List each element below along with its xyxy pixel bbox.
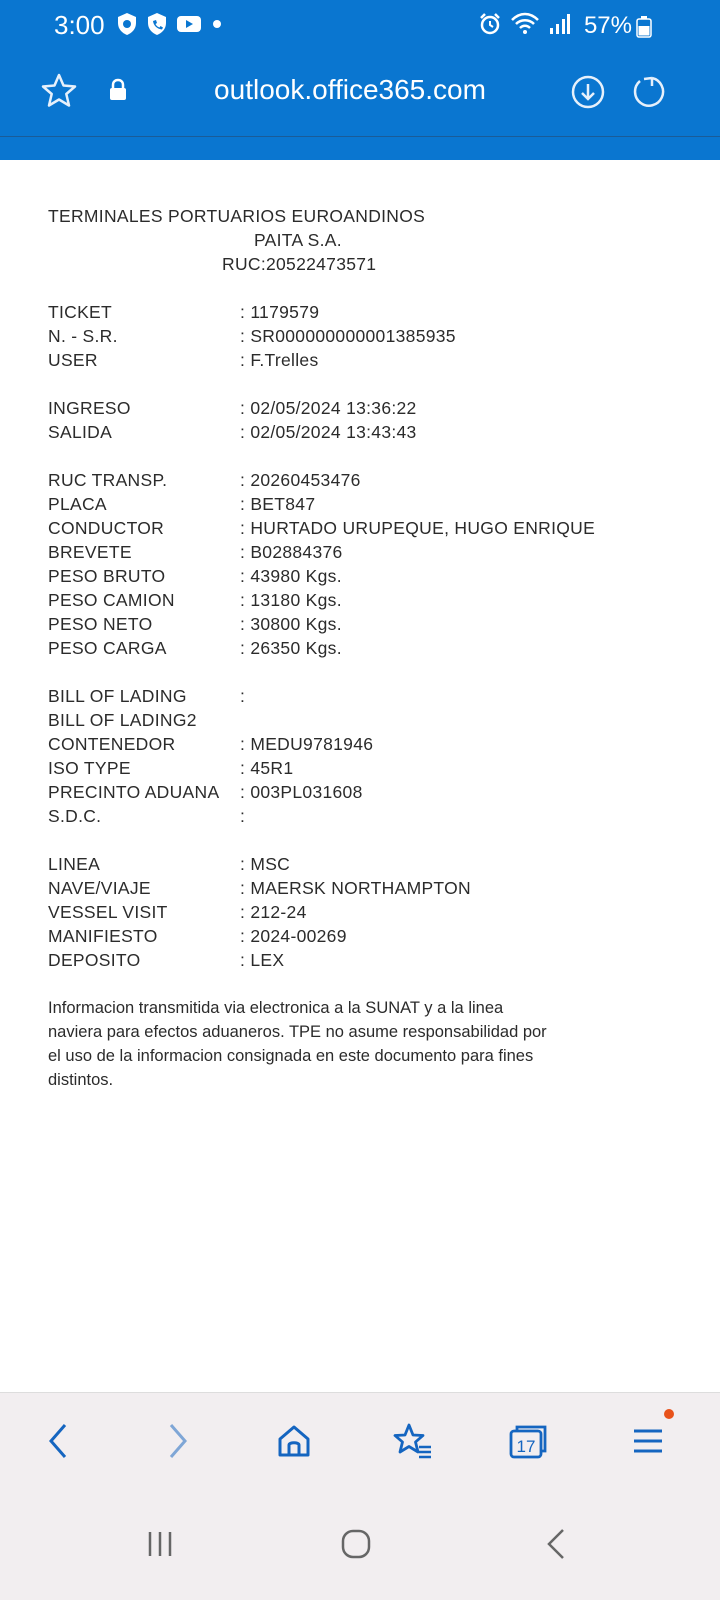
field-value: : 003PL031608 (240, 782, 363, 802)
field-value: : 45R1 (240, 758, 294, 778)
field-label: PRECINTO ADUANA (48, 782, 220, 802)
system-home-icon (338, 1526, 374, 1562)
field-value: : MSC (240, 854, 291, 874)
field-row (48, 924, 688, 948)
field-row (48, 900, 688, 924)
field-label: SALIDA (48, 422, 113, 442)
signal-icon (548, 12, 570, 36)
field-row (48, 420, 688, 444)
field-value: : SR000000000001385935 (240, 326, 456, 346)
field-label: BILL OF LADING (48, 686, 187, 706)
refresh-icon[interactable] (630, 74, 666, 110)
dot-icon (210, 17, 224, 31)
recent-apps-icon (142, 1528, 178, 1560)
field-value: : (240, 686, 246, 706)
system-home-button[interactable] (332, 1524, 380, 1564)
document-header (48, 204, 688, 276)
field-row (48, 804, 688, 828)
field-label: RUC TRANSP. (48, 470, 168, 490)
company-name: TERMINALES PORTUARIOS EUROANDINOS (48, 206, 426, 226)
back-icon (43, 1421, 73, 1461)
field-row (48, 540, 688, 564)
field-label: LINEA (48, 854, 101, 874)
battery-percentage: 57% (583, 12, 632, 39)
field-value: : LEX (240, 950, 285, 970)
field-label: PESO CAMION (48, 590, 175, 610)
field-row (48, 756, 688, 780)
field-label: NAVE/VIAJE (48, 878, 151, 898)
menu-icon (628, 1421, 668, 1461)
field-row (48, 684, 688, 708)
field-label: S.D.C. (48, 806, 102, 826)
download-icon[interactable] (570, 74, 606, 110)
field-label: USER (48, 350, 98, 370)
company-ruc: RUC:20522473571 (222, 254, 377, 274)
field-group (48, 396, 688, 444)
field-value: : 2024-00269 (240, 926, 347, 946)
field-row (48, 348, 688, 372)
status-icons-right (478, 12, 570, 36)
field-label: PESO NETO (48, 614, 153, 634)
field-row (48, 852, 688, 876)
field-label: INGRESO (48, 398, 131, 418)
field-label: TICKET (48, 302, 113, 322)
field-value: : 02/05/2024 13:43:43 (240, 422, 417, 442)
shield-icon (116, 12, 138, 36)
alarm-icon (478, 12, 502, 36)
field-label: N. - S.R. (48, 326, 118, 346)
home-icon (274, 1421, 314, 1461)
field-row (48, 636, 688, 660)
field-label: PESO CARGA (48, 638, 167, 658)
field-row (48, 324, 688, 348)
url-address[interactable]: outlook.office365.com (214, 74, 486, 105)
field-label: DEPOSITO (48, 950, 141, 970)
field-value: : 26350 Kgs. (240, 638, 342, 658)
field-label: CONTENEDOR (48, 734, 176, 754)
bookmarks-button[interactable] (386, 1415, 438, 1467)
field-value: : BET847 (240, 494, 316, 514)
legal-notice: Informacion transmitida via electronica a la SUNAT y a la linea naviera para efectos aduaneros. TPE no asume responsabilidad por el uso de la informacion consignada en este documento para fines distintos. (48, 999, 547, 1089)
field-value: : 30800 Kgs. (240, 614, 342, 634)
bookmark-star-icon[interactable] (40, 72, 78, 110)
menu-button[interactable] (622, 1415, 674, 1467)
field-row (48, 732, 688, 756)
field-label: MANIFIESTO (48, 926, 158, 946)
ticket-document (48, 204, 688, 1092)
status-time: 3:00 (54, 10, 105, 40)
field-label: BREVETE (48, 542, 132, 562)
field-row (48, 492, 688, 516)
system-navigation-bar (0, 1488, 720, 1600)
field-label: ISO TYPE (48, 758, 131, 778)
field-value: : 1179579 (240, 302, 320, 322)
home-button[interactable] (268, 1415, 320, 1467)
bookmarks-icon (391, 1421, 433, 1461)
field-value: : 02/05/2024 13:36:22 (240, 398, 417, 418)
field-value: : 13180 Kgs. (240, 590, 342, 610)
company-suffix: PAITA S.A. (254, 230, 342, 250)
recent-apps-button[interactable] (136, 1524, 184, 1564)
field-group (48, 468, 688, 660)
system-back-icon (541, 1526, 571, 1562)
field-row (48, 708, 688, 732)
browser-top-bar (0, 0, 720, 160)
tabs-button[interactable] (502, 1415, 554, 1467)
back-button[interactable] (32, 1415, 84, 1467)
forward-button[interactable] (152, 1415, 204, 1467)
field-value: : (240, 806, 246, 826)
field-row (48, 876, 688, 900)
field-row (48, 468, 688, 492)
field-label: BILL OF LADING2 (48, 710, 197, 730)
field-value: : F.Trelles (240, 350, 319, 370)
field-value: : MAERSK NORTHAMPTON (240, 878, 471, 898)
battery-icon (636, 16, 652, 38)
field-value: : 43980 Kgs. (240, 566, 342, 586)
tabs-count: 17 (516, 1437, 536, 1456)
field-row (48, 588, 688, 612)
shield-phone-icon (146, 12, 168, 36)
field-row (48, 396, 688, 420)
youtube-icon (176, 14, 202, 34)
wifi-icon (510, 12, 540, 36)
field-row (48, 564, 688, 588)
field-row (48, 516, 688, 540)
status-icons-left (116, 12, 224, 36)
field-value: : MEDU9781946 (240, 734, 374, 754)
browser-bottom-toolbar (0, 1392, 720, 1488)
field-row (48, 612, 688, 636)
field-group (48, 684, 688, 828)
field-value: : 20260453476 (240, 470, 361, 490)
field-value: : HURTADO URUPEQUE, HUGO ENRIQUE (240, 518, 596, 538)
field-row (48, 948, 688, 972)
field-label: CONDUCTOR (48, 518, 165, 538)
tabs-icon (507, 1421, 549, 1461)
field-value: : 212-24 (240, 902, 307, 922)
field-group (48, 300, 688, 372)
forward-icon (163, 1421, 193, 1461)
system-back-button[interactable] (532, 1524, 580, 1564)
field-label: VESSEL VISIT (48, 902, 168, 922)
field-row (48, 780, 688, 804)
lock-icon (108, 78, 128, 102)
field-value: : B02884376 (240, 542, 343, 562)
ticket-fields (48, 300, 688, 972)
field-label: PLACA (48, 494, 107, 514)
field-group (48, 852, 688, 972)
field-label: PESO BRUTO (48, 566, 166, 586)
menu-notification-dot (664, 1409, 674, 1419)
field-row (48, 300, 688, 324)
top-bar-divider (0, 136, 720, 137)
